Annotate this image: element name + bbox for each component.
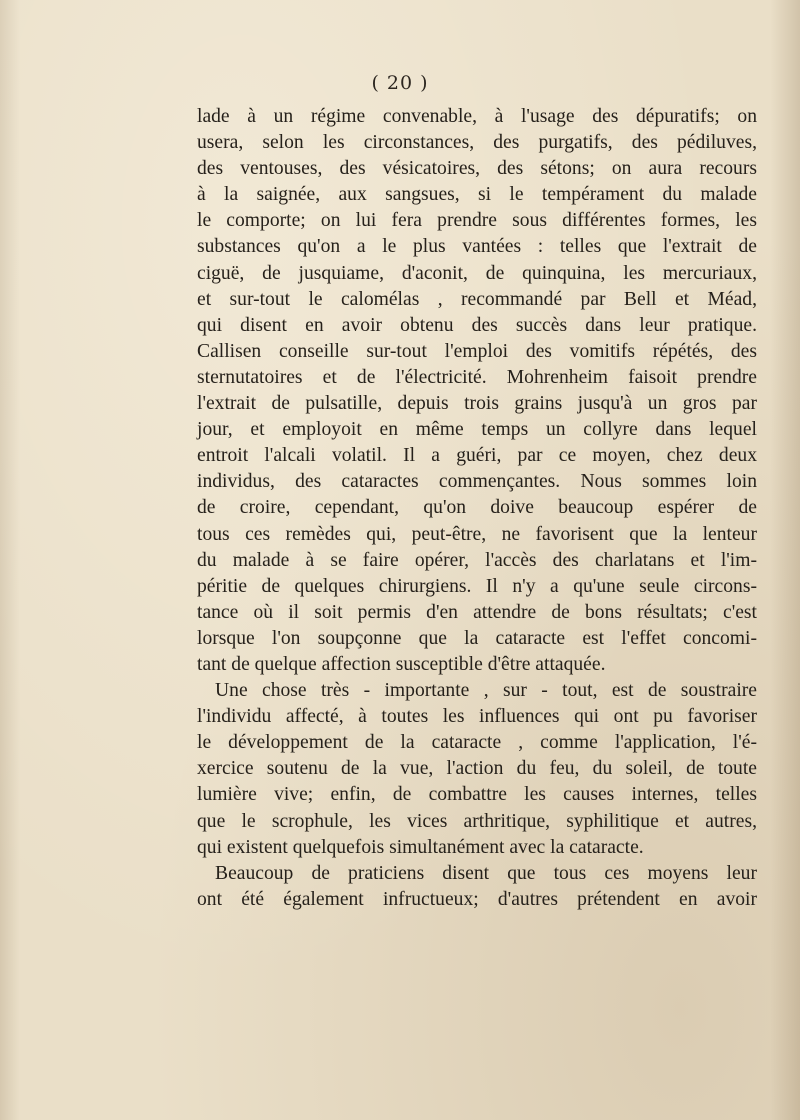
text-line: l'individu affecté, à toutes les influences qui ont pu favoriser: [197, 706, 757, 728]
text-line: le comporte; on lui fera prendre sous différentes formes, les: [197, 210, 757, 232]
body-text: [197, 104, 757, 913]
text-line: de croire, cependant, qu'on doive beaucoup espérer de: [197, 497, 757, 519]
text-line: tant de quelque affection susceptible d'être attaquée.: [197, 653, 606, 675]
text-line: tance où il soit permis d'en attendre de bons résultats; c'est: [197, 601, 757, 623]
text-line: lade à un régime convenable, à l'usage des dépuratifs; on: [197, 106, 757, 127]
text-line: Une chose très - importante , sur - tout, est de soustraire: [215, 680, 757, 702]
text-line: tous ces remèdes qui, peut-être, ne favorisent que la lenteur: [197, 523, 757, 545]
text-line: l'extrait de pulsatille, depuis trois grains jusqu'à un gros par: [197, 393, 757, 415]
text-line: péritie de quelques chirurgiens. Il n'y a qu'une seule circons-: [197, 575, 757, 597]
text-line: Beaucoup de praticiens disent que tous ces moyens leur: [215, 862, 757, 884]
page-number: ( 20 ): [371, 72, 429, 94]
text-line: jour, et employoit en même temps un collyre dans lequel: [197, 419, 757, 441]
text-line: que le scrophule, les vices arthritique, syphilitique et autres,: [197, 810, 757, 832]
text-line: qui existent quelquefois simultanément avec la cataracte.: [197, 836, 644, 858]
text-line: et sur-tout le calomélas , recommandé par Bell et Méad,: [197, 288, 757, 310]
text-line: lumière vive; enfin, de combattre les causes internes, telles: [197, 784, 757, 806]
text-line: individus, des cataractes commençantes. Nous sommes loin: [197, 471, 757, 493]
text-line: lorsque l'on soupçonne que la cataracte est l'effet concomi-: [197, 627, 757, 649]
text-line: Callisen conseille sur-tout l'emploi des vomitifs répétés, des: [197, 340, 757, 362]
text-line: des ventouses, des vésicatoires, des sétons; on aura recours: [197, 158, 757, 180]
text-line: à la saignée, aux sangsues, si le tempérament du malade: [197, 184, 757, 206]
text-line: usera, selon les circonstances, des purgatifs, des pédiluves,: [197, 132, 757, 154]
text-line: ont été également infructueux; d'autres prétendent en avoir: [197, 888, 757, 910]
text-line: substances qu'on a le plus vantées : telles que l'extrait de: [197, 236, 757, 258]
text-line: sternutatoires et de l'électricité. Mohrenheim faisoit prendre: [197, 366, 757, 388]
text-line: xercice soutenu de la vue, l'action du feu, du soleil, de toute: [197, 758, 757, 780]
text-line: qui disent en avoir obtenu des succès dans leur pratique.: [197, 314, 757, 336]
text-line: du malade à se faire opérer, l'accès des charlatans et l'im-: [197, 549, 757, 571]
text-line: le développement de la cataracte , comme l'application, l'é-: [197, 732, 757, 754]
text-line: entroit l'alcali volatil. Il a guéri, par ce moyen, chez deux: [197, 445, 757, 467]
text-line: ciguë, de jusquiame, d'aconit, de quinquina, les mercuriaux,: [197, 262, 757, 284]
